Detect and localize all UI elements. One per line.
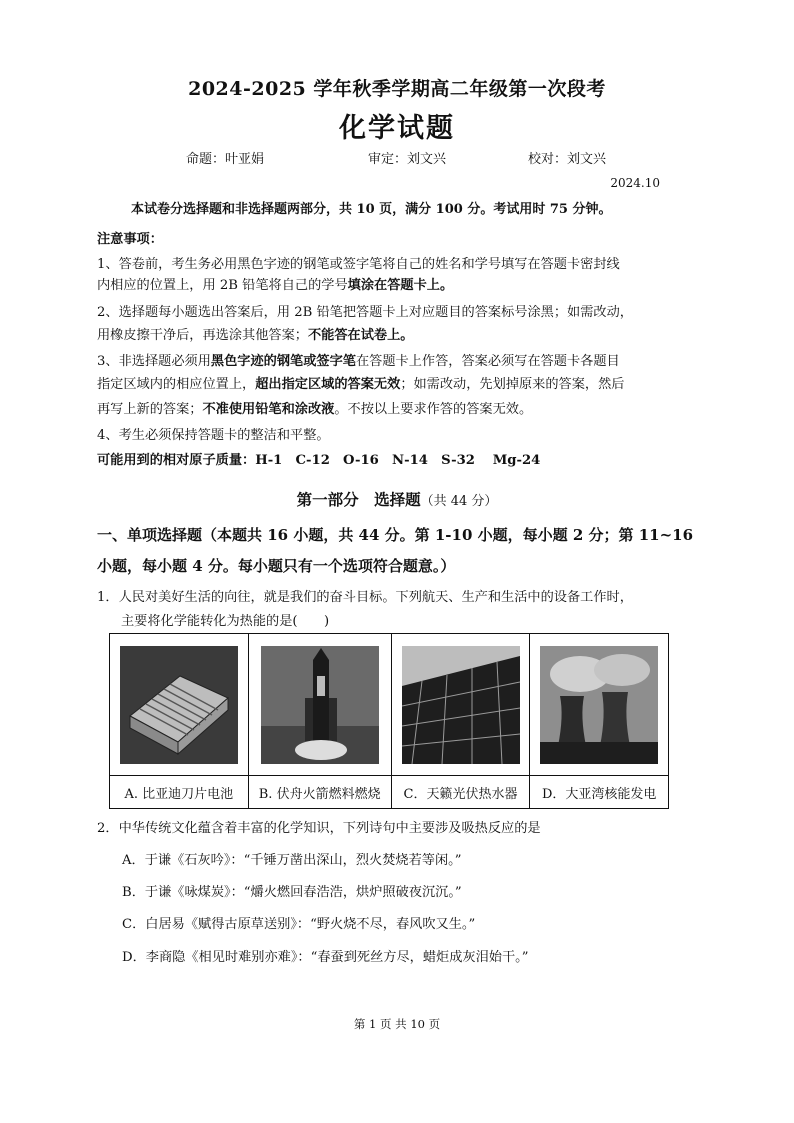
question-1-stem-line-1: 1．人民对美好生活的向往，就是我们的奋斗目标。下列航天、生产和生活中的设备工作时， xyxy=(97,590,633,605)
note-2-line-2 xyxy=(97,326,414,346)
note-3-line-3 xyxy=(97,400,532,420)
question-2-option-b: B．于谦《咏煤炭》：“爝火燃回春浩浩，烘炉照破夜沉沉。” xyxy=(122,885,462,900)
question-1-image-table xyxy=(109,633,669,809)
rocket-photo xyxy=(261,646,379,764)
note-3-text-c: 指定区域内的相应位置上， xyxy=(97,377,256,392)
note-2-emphasis: 不能答在试卷上。 xyxy=(308,328,414,343)
author-credit: 命题：叶亚娟 xyxy=(186,152,265,167)
section-instructions-line-1: 一、单项选择题（本题共 16 小题，共 44 分。第 1-10 小题，每小题 2 分；第 11~16 xyxy=(97,526,694,544)
note-3-emphasis-a: 黑色字迹的钢笔或签字笔 xyxy=(210,354,356,369)
note-1-line-2 xyxy=(97,276,453,296)
solar-panel-photo xyxy=(402,646,520,764)
proofreader-credit: 校对：刘文兴 xyxy=(528,152,607,167)
question-2-stem: 2．中华传统文化蕴含着丰富的化学知识，下列诗句中主要涉及吸热反应的是 xyxy=(97,821,541,836)
note-3-line-2 xyxy=(97,375,625,395)
atomic-masses: 可能用到的相对原子质量：H-1 C-12 O-16 N-14 S-32 Mg-24 xyxy=(97,453,541,468)
option-d-image-cell xyxy=(530,634,669,776)
note-3-text-f: 。不按以上要求作答的答案无效。 xyxy=(334,402,533,417)
note-3-text-b: 在答题卡上作答，答案必须写在答题卡各题目 xyxy=(355,354,620,369)
note-3-text-a: 3、非选择题必须用 xyxy=(97,354,211,369)
note-3-text-d: ；如需改动，先划掉原来的答案，然后 xyxy=(400,377,625,392)
intro-text: 本试卷分选择题和非选择题两部分，共 10 页，满分 100 分。考试用时 75 分钟。 xyxy=(131,202,612,217)
note-1-emphasis: 填涂在答题卡上。 xyxy=(347,278,454,293)
page-number: 第 1 页 共 10 页 xyxy=(353,1017,441,1031)
option-d-label: D．大亚湾核能发电 xyxy=(530,776,669,809)
option-a-image-cell xyxy=(110,634,249,776)
note-4: 4、考生必须保持答题卡的整洁和平整。 xyxy=(97,428,330,443)
subject-title: 化学试题 xyxy=(339,113,455,144)
option-b-label: B. 伏舟火箭燃料燃烧 xyxy=(248,776,391,809)
question-2-option-d: D．李商隐《相见时难别亦难》：“春蚕到死丝方尽，蜡炬成灰泪始干。” xyxy=(122,950,529,965)
option-a-label: A. 比亚迪刀片电池 xyxy=(110,776,249,809)
section-points: （共 44 分） xyxy=(420,494,498,509)
note-2-line-1: 2、选择题每小题选出答案后，用 2B 铅笔把答题卡上对应题目的答案标号涂黑；如需改动， xyxy=(97,305,633,320)
question-1-stem-line-2: 主要将化学能转化为热能的是( ) xyxy=(121,614,330,629)
note-3-text-e: 再写上新的答案； xyxy=(97,402,203,417)
reviewer-credit: 审定：刘文兴 xyxy=(368,152,447,167)
note-2-text: 用橡皮擦干净后，再选涂其他答案； xyxy=(97,328,308,343)
question-2-option-a: A．于谦《石灰吟》：“千锤万凿出深山，烈火焚烧若等闲。” xyxy=(122,853,462,868)
blade-battery-photo xyxy=(120,646,238,764)
note-3-emphasis-b: 超出指定区域的答案无效 xyxy=(255,377,401,392)
option-c-label: C．天籁光伏热水器 xyxy=(391,776,530,809)
nuclear-plant-photo xyxy=(540,646,658,764)
note-3-emphasis-c: 不准使用铅笔和涂改液 xyxy=(202,402,335,417)
option-c-image-cell xyxy=(391,634,530,776)
note-3-line-1 xyxy=(97,352,620,372)
note-1-line-1: 1、答卷前，考生务必用黑色字迹的钢笔或签字笔将自己的姓名和学号填写在答题卡密封线 xyxy=(97,257,620,272)
note-1-text: 内相应的位置上，用 2B 铅笔将自己的学号 xyxy=(97,278,348,293)
section-instructions-line-2: 小题，每小题 4 分。每小题只有一个选项符合题意。） xyxy=(97,557,456,575)
section-title-text: 第一部分 选择题 xyxy=(296,490,421,509)
section-title xyxy=(0,488,794,510)
question-2-option-c: C．白居易《赋得古原草送别》：“野火烧不尽，春风吹又生。” xyxy=(122,917,476,932)
exam-title: 2024-2025 学年秋季学期高二年级第一次段考 xyxy=(188,78,606,100)
exam-date: 2024.10 xyxy=(610,176,660,190)
notes-heading: 注意事项： xyxy=(97,232,163,247)
option-b-image-cell xyxy=(248,634,391,776)
